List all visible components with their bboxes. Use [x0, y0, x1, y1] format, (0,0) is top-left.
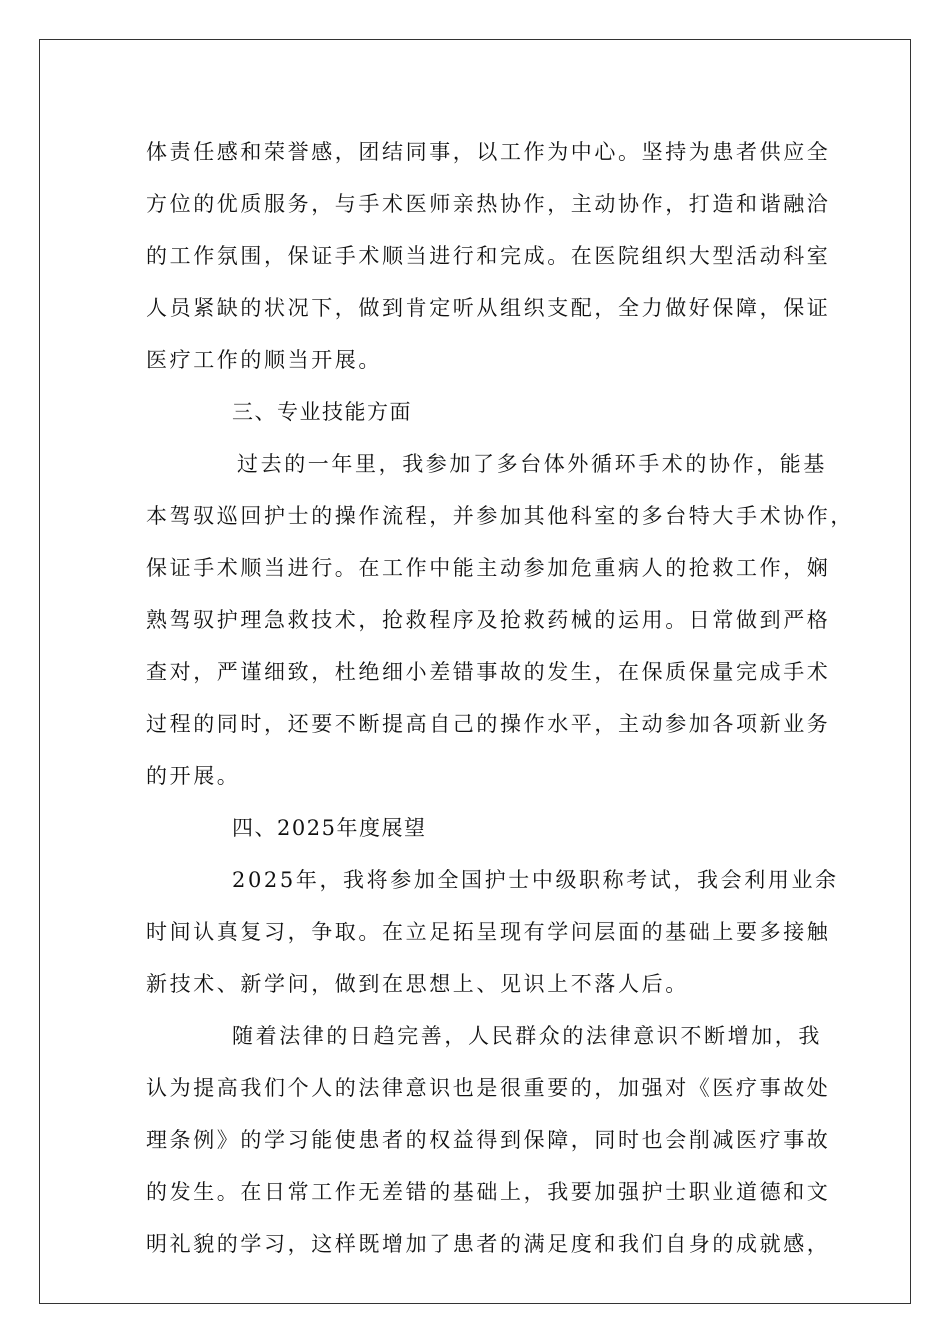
body-text-line: 保证手术顺当进行。在工作中能主动参加危重病人的抢救工作，娴 — [146, 556, 831, 580]
body-text-line: 方位的优质服务，与手术医师亲热协作，主动协作，打造和谐融洽 — [146, 192, 831, 216]
body-text-line: 过去的一年里，我参加了多台体外循环手术的协作，能基 — [237, 452, 827, 476]
body-text-line: 体责任感和荣誉感，团结同事，以工作为中心。坚持为患者供应全 — [146, 140, 831, 164]
body-text-line: 随着法律的日趋完善，人民群众的法律意识不断增加，我 — [232, 1024, 822, 1048]
body-text-line: 的发生。在日常工作无差错的基础上，我要加强护士职业道德和文 — [146, 1180, 831, 1204]
body-text-line: 明礼貌的学习，这样既增加了患者的满足度和我们自身的成就感， — [146, 1232, 831, 1256]
body-text-line: 医疗工作的顺当开展。 — [146, 348, 382, 372]
body-text-line: 新技术、新学问，做到在思想上、见识上不落人后。 — [146, 972, 689, 996]
section-heading-skills: 三、专业技能方面 — [232, 400, 412, 424]
body-text-line: 本驾驭巡回护士的操作流程，并参加其他科室的多台特大手术协作， — [146, 504, 854, 528]
body-text-line: 的开展。 — [146, 764, 241, 788]
body-text-line: 熟驾驭护理急救技术，抢救程序及抢救药械的运用。日常做到严格 — [146, 608, 831, 632]
body-text-line: 理条例》的学习能使患者的权益得到保障，同时也会削减医疗事故 — [146, 1128, 831, 1152]
body-text-line: 2025年，我将参加全国护士中级职称考试，我会利用业余 — [232, 868, 839, 892]
section-heading-outlook: 四、2025年度展望 — [232, 816, 427, 840]
body-text-line: 人员紧缺的状况下，做到肯定听从组织支配，全力做好保障，保证 — [146, 296, 831, 320]
body-text-line: 认为提高我们个人的法律意识也是很重要的，加强对《医疗事故处 — [146, 1076, 831, 1100]
body-text-line: 查对，严谨细致，杜绝细小差错事故的发生，在保质保量完成手术 — [146, 660, 831, 684]
body-text-line: 的工作氛围，保证手术顺当进行和完成。在医院组织大型活动科室 — [146, 244, 831, 268]
body-text-line: 时间认真复习，争取。在立足拓呈现有学问层面的基础上要多接触 — [146, 920, 831, 944]
body-text-line: 过程的同时，还要不断提高自己的操作水平，主动参加各项新业务 — [146, 712, 831, 736]
